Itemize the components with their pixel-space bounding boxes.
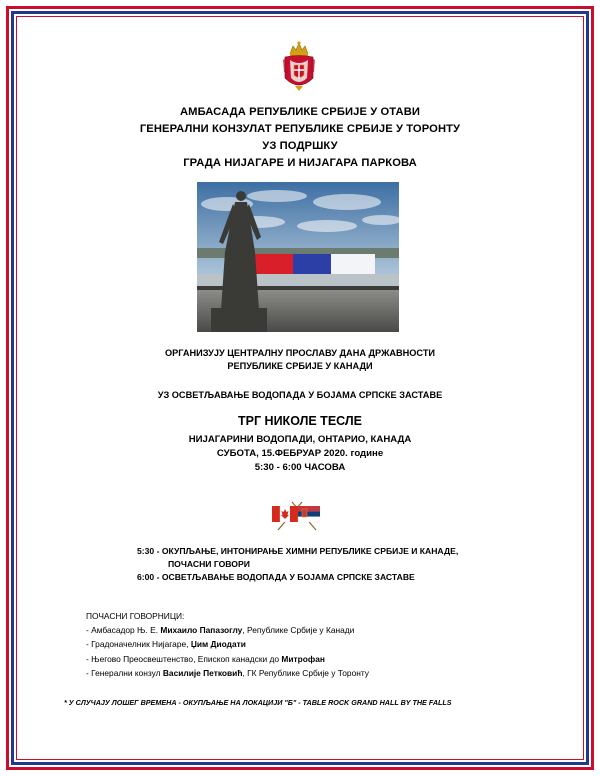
organize-line-1: ОРГАНИЗУЈУ ЦЕНТРАЛНУ ПРОСЛАВУ ДАНА ДРЖАВНОСТИ — [164, 348, 436, 358]
header-line-embassy: АМБАСАДА РЕПУБЛИКЕ СРБИЈЕ У ОТАВИ — [179, 106, 421, 118]
program-item-2: 6:00 - ОСВЕТЉАВАЊЕ ВОДОПАДА У БОЈАМА СРПСКЕ ЗАСТАВЕ — [137, 572, 415, 582]
tesla-statue-falls-photo — [197, 182, 399, 332]
header-line-support: УЗ ПОДРШКУ — [262, 140, 338, 152]
canada-serbia-crossed-flags-icon — [268, 500, 326, 532]
speakers-list — [86, 609, 369, 680]
speaker-mayor: - Градоначелник Нијагаре, Џим Диодати — [86, 639, 246, 650]
event-date: СУБОТА, 15.ФЕБРУАР 2020. године — [216, 448, 384, 459]
event-time: 5:30 - 6:00 ЧАСОВА — [254, 462, 346, 473]
event-venue: ТРГ НИКОЛЕ ТЕСЛЕ — [238, 414, 362, 428]
program-item-1: 5:30 - ОКУПЉАЊЕ, ИНТОНИРАЊЕ ХИМНИ РЕПУБЛИКЕ СРБИЈЕ И КАНАДЕ, — [137, 546, 459, 556]
event-location: НИЈАГАРИНИ ВОДОПАДИ, ОНТАРИО, КАНАДА — [188, 434, 412, 445]
header-line-niagara: ГРАДА НИЈАГАРЕ И НИЈАГАРА ПАРКОВА — [183, 157, 417, 169]
speaker-bishop: - Његово Преосвештенство, Епископ канадски до Митрофан — [86, 653, 325, 664]
serbian-coat-of-arms-icon — [281, 40, 317, 96]
header-line-consulate: ГЕНЕРАЛНИ КОНЗУЛАТ РЕПУБЛИКЕ СРБИЈЕ У ТОРОНТУ — [139, 123, 461, 135]
organize-line-3: УЗ ОСВЕТЉАВАЊЕ ВОДОПАДА У БОЈАМА СРПСКЕ ЗАСТАВЕ — [157, 390, 443, 400]
speakers-title: ПОЧАСНИ ГОВОРНИЦИ: — [86, 611, 185, 621]
bad-weather-note: * У СЛУЧАЈУ ЛОШЕГ ВРЕМЕНА - ОКУПЉАЊЕ НА ЛОКАЦИЈИ "Б" - TABLE ROCK GRAND HALL BY THE FALLS — [64, 698, 452, 707]
organize-line-2: РЕПУБЛИКЕ СРБИЈЕ У КАНАДИ — [227, 361, 373, 371]
speaker-ambassador: - Амбасадор Њ. Е. Михаило Папазоглу, Републике Србије у Канади — [86, 625, 355, 636]
speaker-consul: - Генерални конзул Василије Петковић, ГК Републике Србије у Торонту — [86, 667, 369, 678]
program-item-1-cont: ПОЧАСНИ ГОВОРИ — [168, 559, 250, 569]
